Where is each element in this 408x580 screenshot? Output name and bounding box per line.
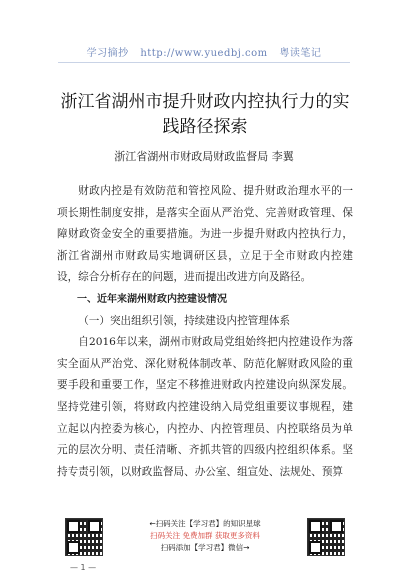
footer-line-2: 扫码关注 免费加群 获取更多资料 [150,531,260,540]
document-body [57,181,353,483]
qr-code-right-icon[interactable] [307,518,345,556]
header-right-text: 粤读笔记 [279,48,322,59]
section-heading: 一、近年来湖州财政内控建设情况 [77,293,227,305]
page-number: — 1 — [70,563,97,572]
footer-line-1: ←扫码关注【学习君】的知识星球 [149,519,261,528]
author-byline: 浙江省湖州市财政局财政监督局 李翼 [114,150,294,163]
page-header [0,44,408,59]
document-title: 浙江省湖州市提升财政内控执行力的实践路径探索 [60,92,350,138]
footer-line-3: 扫码添加【学习君】微信→ [160,543,250,552]
qr-code-left-icon[interactable] [65,518,103,556]
footer-text [117,518,293,554]
footer-promo [65,518,345,568]
header-url[interactable]: http://www.yuedbj.com [140,48,268,59]
header-left-text: 学习摘抄 [86,48,129,59]
intro-paragraph: 财政内控是有效防范和管控风险、提升财政治理水平的一项长期性制度安排，是落实全面从严治党、完善财政管理、保障财政资金安全的重要措施。为进一步提升财政内控执行力，浙江省湖州市财政局实地调研区县，立足于全市财政内控建设，综合分析存在的问题，进而提出改进方向及路径。 [57,185,353,284]
header-divider [58,62,350,63]
subsection-heading: （一）突出组织引领，持续建设内控管理体系 [78,314,291,327]
section-paragraph: 自2016年以来，湖州市财政局党组始终把内控建设作为落实全面从严治党、深化财税体制改革、防范化解财政风险的重要手段和重要工作，坚定不移推进财政内控建设向纵深发展。坚持党建引领，将财政内控建设纳入局党组重要议事规程，建立起以内控委为核心，内控办、内控管理员、内控联络员为单元的层次分明、责任清晰、齐抓共管的四级内控组织体系。坚持专责引领，以财政监督局、办公室、组宣处、法规处、预算 [57,336,353,478]
